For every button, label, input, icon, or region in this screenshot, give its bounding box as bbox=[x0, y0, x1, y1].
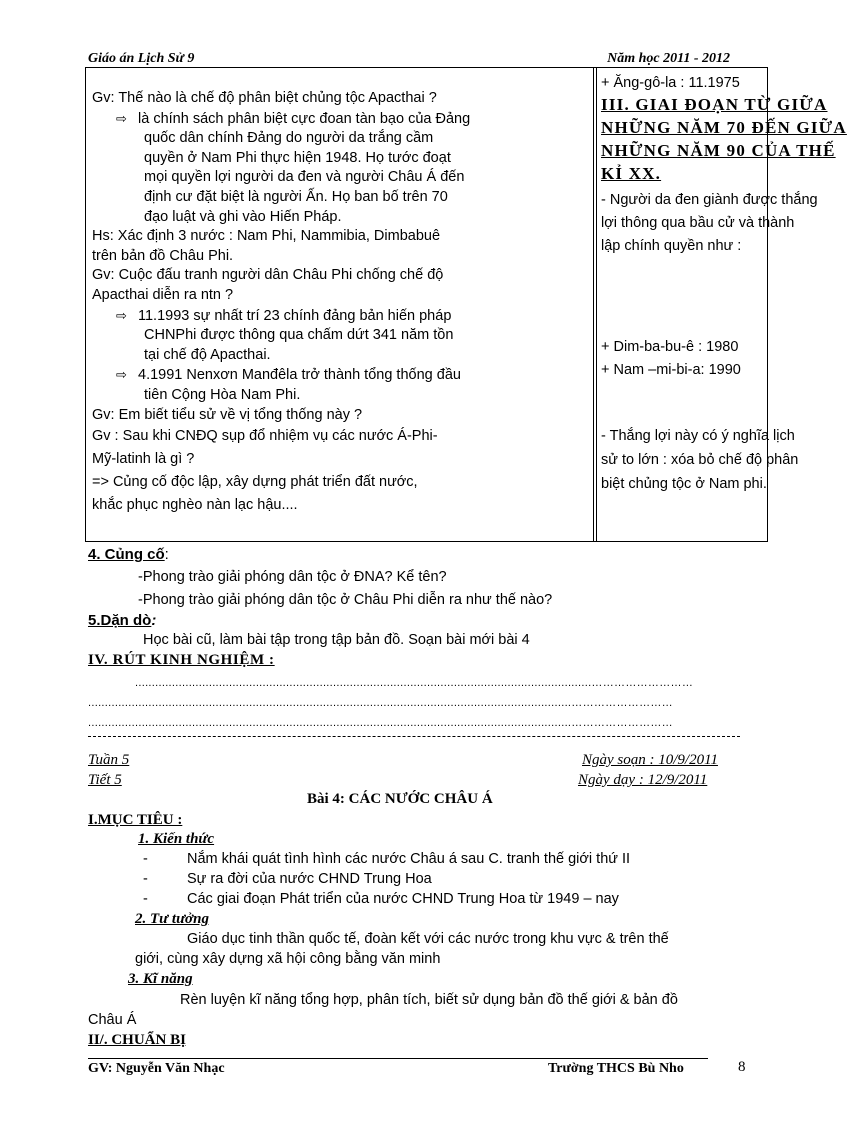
arrow-right-icon: ⇨ bbox=[116, 367, 127, 383]
week-label: Tuần 5 bbox=[88, 752, 130, 768]
left-line: Gv: Thế nào là chế độ phân biệt chủng tộc Apacthai ? bbox=[92, 90, 437, 106]
arrow-right-icon: ⇨ bbox=[116, 110, 127, 126]
footer-school: Trường THCS Bù Nho bbox=[548, 1061, 684, 1076]
cung-co-item: -Phong trào giải phóng dân tộc ở Châu Phi diễn ra như thế nào? bbox=[138, 592, 553, 608]
left-line: Apacthai diễn ra ntn ? bbox=[92, 286, 234, 303]
left-line: ⇨ 4.1991 Nenxơn Manđêla trở thành tổng thống đầu bbox=[116, 367, 461, 384]
page-header bbox=[88, 51, 768, 68]
header-school-year: Năm học 2011 - 2012 bbox=[607, 51, 730, 66]
left-line: Gv: Cuộc đấu tranh người dân Châu Phi chống chế độ bbox=[92, 267, 444, 284]
left-line: Gv: Em biết tiểu sử về vị tổng thống này ? bbox=[92, 406, 363, 423]
angola-line: + Ăng-gô-la : 11.1975 bbox=[601, 75, 740, 91]
knowledge-item: - Các giai đoạn Phát triển của nước CHND Trung Hoa từ 1949 – nay bbox=[143, 891, 619, 907]
dotted-line: ................................................................................................................................................……………………… bbox=[88, 697, 673, 709]
skills-text: Rèn luyện kĩ năng tổng hợp, phân tích, biết sử dụng bản đồ thế giới & bản đồ bbox=[180, 992, 678, 1008]
cung-co-item: -Phong trào giải phóng dân tộc ở ĐNA? Kể tên? bbox=[138, 569, 447, 585]
dan-do-heading: 5.Dặn dò: bbox=[88, 612, 157, 629]
left-line: => Củng cố độc lập, xây dựng phát triển đất nước, bbox=[92, 474, 418, 491]
page-number: 8 bbox=[738, 1059, 746, 1075]
rut-kinh-nghiem-heading: IV. RÚT KINH NGHIỆM : bbox=[88, 652, 275, 668]
right-text: lợi thông qua bầu cử và thành bbox=[601, 215, 795, 231]
arrow-right-icon: ⇨ bbox=[116, 307, 127, 323]
left-column bbox=[92, 89, 508, 517]
skills-text: Châu Á bbox=[88, 1012, 137, 1028]
left-line: tiên Cộng Hòa Nam Phi. bbox=[144, 386, 301, 403]
objectives-heading: I.MỤC TIÊU : bbox=[88, 812, 183, 828]
right-text: - Thắng lợi này có ý nghĩa lịch bbox=[601, 428, 795, 444]
page-footer bbox=[88, 1058, 708, 1076]
left-line: quốc dân chính Đảng do người da trắng cầm bbox=[144, 130, 434, 147]
right-text: lập chính quyền như : bbox=[601, 238, 742, 254]
left-line: mọi quyền lợi người da đen và người Châu Á đến bbox=[144, 169, 465, 186]
cung-co-heading: 4. Củng cố: bbox=[88, 546, 169, 563]
left-line: Hs: Xác định 3 nước : Nam Phi, Nammibia, Dimbabuê bbox=[92, 228, 441, 245]
left-line: ⇨ là chính sách phân biệt cực đoan tàn bạo của Đảng bbox=[116, 110, 471, 127]
section-title: NHỮNG NĂM 90 CỦA THẾ bbox=[601, 141, 836, 160]
namibia-line: + Nam –mi-bi-a: 1990 bbox=[601, 362, 741, 378]
skills-heading: 3. Kĩ năng bbox=[128, 971, 193, 987]
right-text: - Người da đen giành được thắng bbox=[601, 192, 818, 208]
content-table bbox=[85, 67, 847, 542]
left-line: đạo luật và ghi vào Hiến Pháp. bbox=[144, 208, 342, 225]
attitude-text: Giáo dục tinh thần quốc tế, đoàn kết với các nước trong khu vực & trên thế bbox=[187, 931, 669, 947]
preparation-heading: II/. CHUẨN BỊ bbox=[88, 1032, 186, 1048]
section-title: KỈ XX. bbox=[601, 164, 662, 183]
right-column bbox=[601, 73, 846, 496]
header-subject: Giáo án Lịch Sử 9 bbox=[88, 51, 195, 66]
footer-teacher: GV: Nguyễn Văn Nhạc bbox=[88, 1061, 225, 1076]
right-text: biệt chủng tộc ở Nam phi. bbox=[601, 476, 767, 492]
period-label: Tiết 5 bbox=[88, 772, 122, 788]
lesson-title: Bài 4: CÁC NƯỚC CHÂU Á bbox=[307, 791, 493, 807]
left-line: trên bản đồ Châu Phi. bbox=[92, 247, 234, 264]
left-line: CHNPhi được thông qua chấm dứt 341 năm tồn bbox=[144, 327, 454, 344]
dotted-line: ................................................................................................................................................……………………… bbox=[88, 717, 673, 729]
attitude-heading: 2. Tư tưởng bbox=[135, 911, 209, 927]
left-line: Mỹ-latinh là gì ? bbox=[92, 451, 195, 468]
left-line: Gv : Sau khi CNĐQ sụp đổ nhiệm vụ các nước Á-Phi- bbox=[92, 428, 438, 445]
left-line: quyền ở Nam Phi thực hiện 1948. Họ tước đoạt bbox=[144, 149, 451, 166]
section-title: NHỮNG NĂM 70 ĐẾN GIỮA bbox=[601, 118, 847, 137]
zimbabwe-line: + Dim-ba-bu-ê : 1980 bbox=[601, 339, 739, 355]
dan-do-text: Học bài cũ, làm bài tập trong tập bản đồ. Soạn bài mới bài 4 bbox=[143, 632, 530, 648]
left-line: khắc phục nghèo nàn lạc hậu.... bbox=[92, 497, 298, 514]
right-text: sử to lớn : xóa bỏ chế độ phân bbox=[601, 452, 799, 468]
knowledge-item: - Nắm khái quát tình hình các nước Châu á sau C. tranh thế giới thứ II bbox=[143, 851, 631, 867]
left-line: tại chế độ Apacthai. bbox=[144, 346, 271, 363]
section-divider bbox=[88, 736, 740, 737]
left-line: ⇨ 11.1993 sự nhất trí 23 chính đảng bản hiến pháp bbox=[116, 307, 452, 324]
section-title: III. GIAI ĐOẠN TỪ GIỮA bbox=[601, 95, 828, 114]
knowledge-heading: 1. Kiến thức bbox=[138, 831, 215, 847]
teach-date: Ngày dạy : 12/9/2011 bbox=[578, 772, 708, 788]
left-line: định cư đặt biệt là người Ấn. Họ ban bố trên 70 bbox=[144, 188, 448, 205]
prepare-date: Ngày soạn : 10/9/2011 bbox=[582, 752, 718, 768]
attitude-text: giới, cùng xây dựng xã hội công bằng văn minh bbox=[135, 951, 441, 967]
column-divider bbox=[593, 68, 597, 541]
knowledge-item: - Sự ra đời của nước CHND Trung Hoa bbox=[143, 871, 432, 887]
dotted-line: ........................................................................................................................................……………………… bbox=[135, 677, 694, 689]
